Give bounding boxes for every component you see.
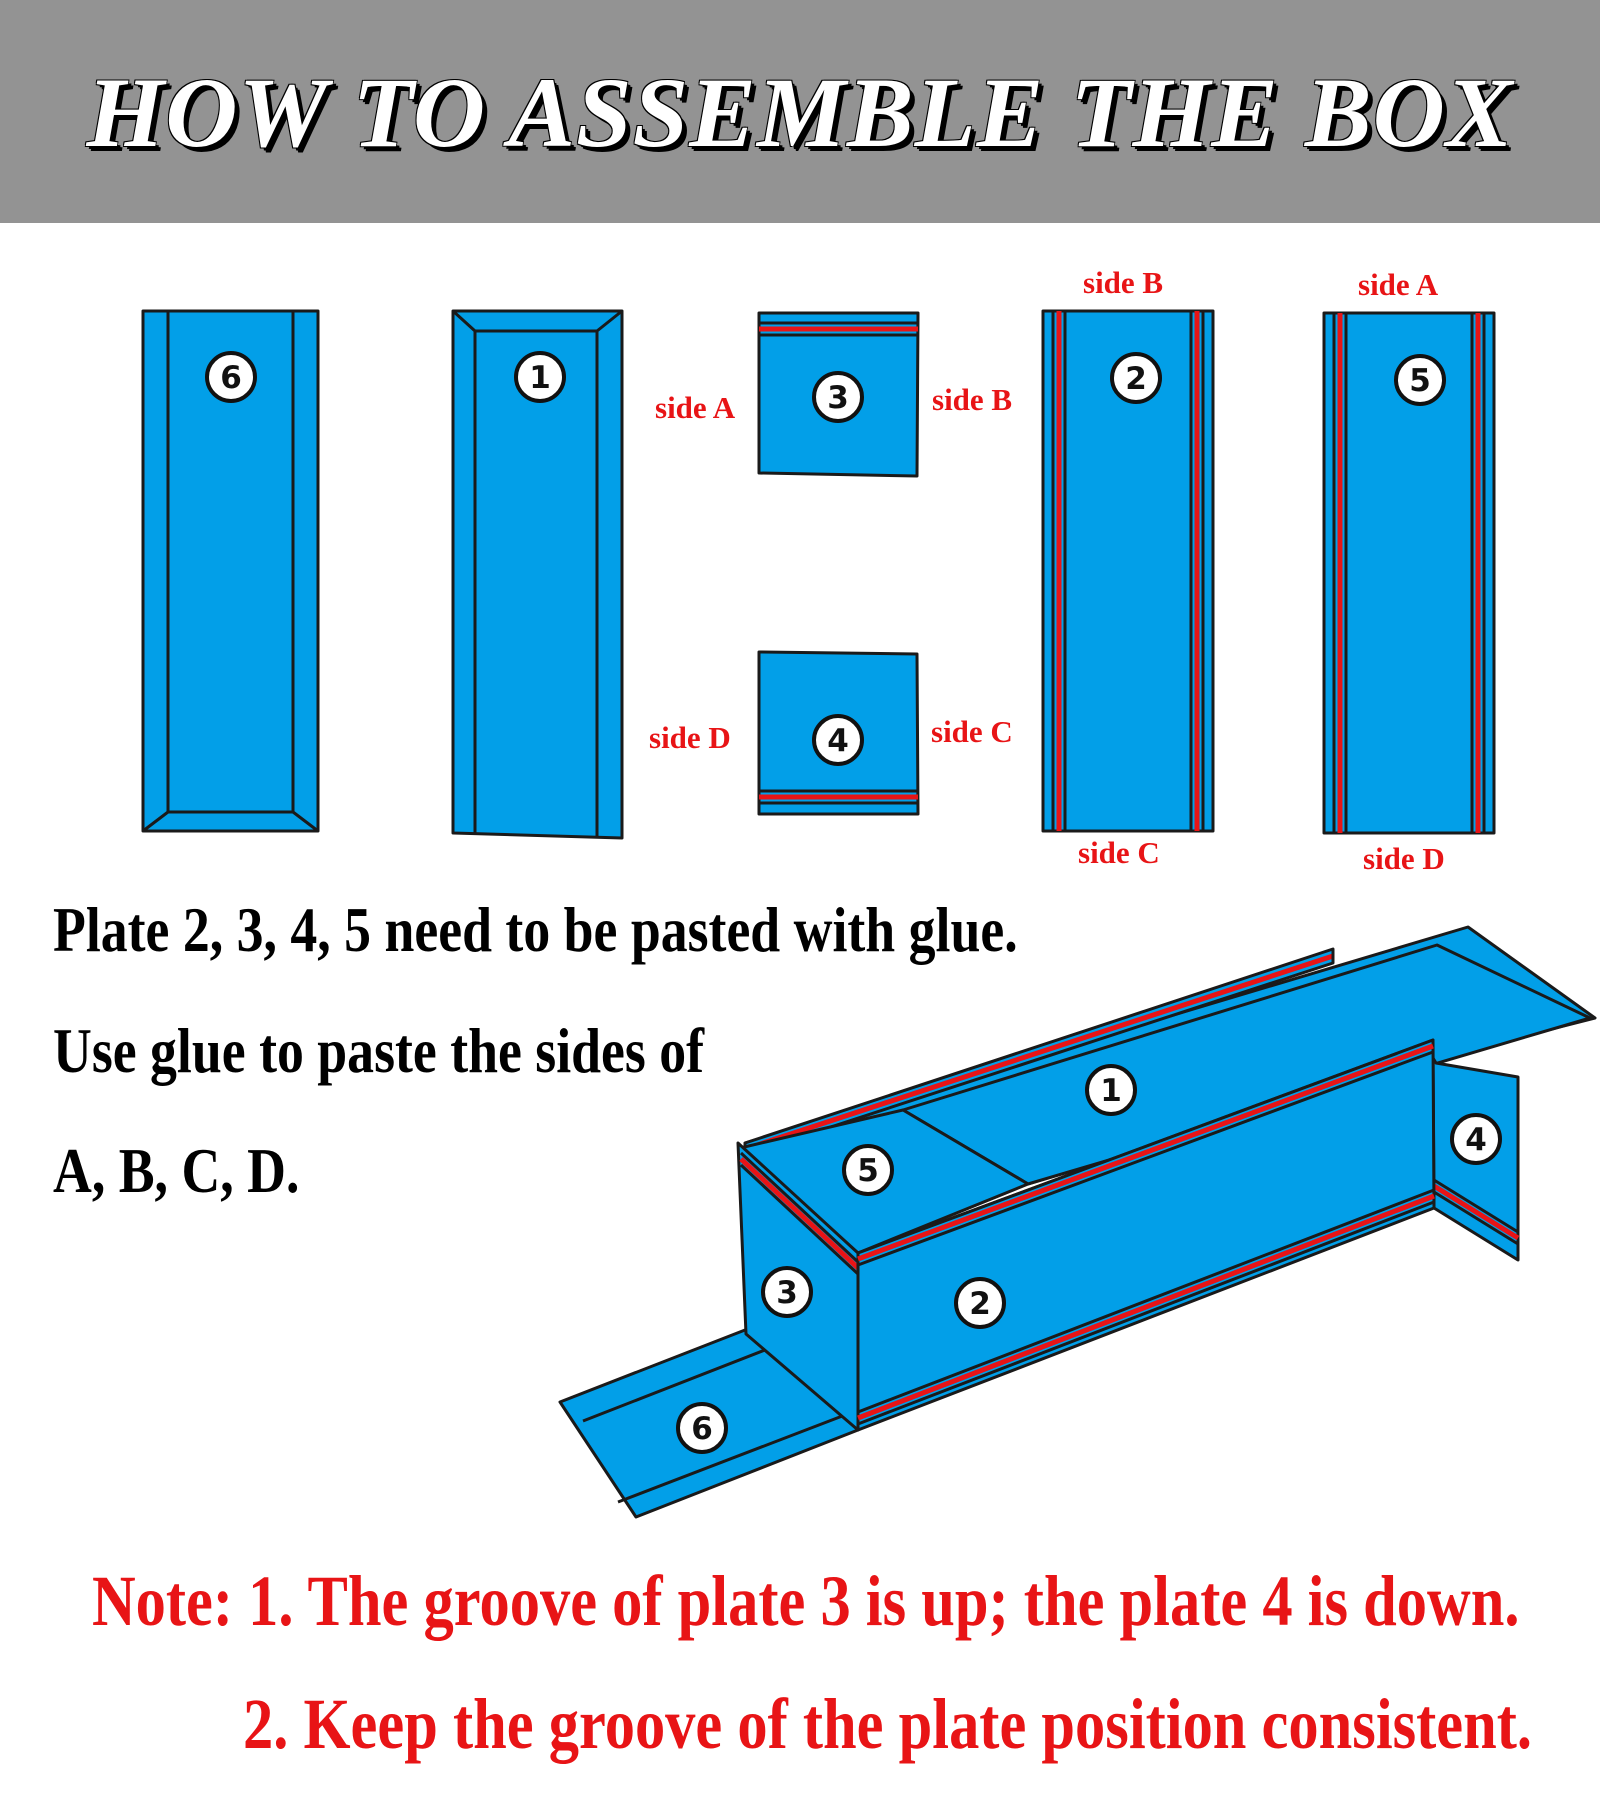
plate-5-flat-number bbox=[1396, 356, 1444, 404]
plate-1-assembled-number bbox=[1087, 1066, 1135, 1114]
instruction-line-3: A, B, C, D. bbox=[53, 1135, 300, 1206]
svg-text:1: 1 bbox=[1100, 1073, 1122, 1109]
plate-1-flat-number bbox=[516, 353, 564, 401]
plate-2-side-b-label: side B bbox=[1083, 265, 1164, 300]
plate-5-assembled-number bbox=[844, 1146, 892, 1194]
note-1: Note: 1. The groove of plate 3 is up; the plate 4 is down. bbox=[92, 1561, 1520, 1641]
svg-text:5: 5 bbox=[857, 1153, 879, 1189]
plate-4-assembled-number bbox=[1452, 1115, 1500, 1163]
svg-text:4: 4 bbox=[827, 723, 849, 759]
plate-2-assembled-number bbox=[956, 1279, 1004, 1327]
plate-4-side-c-label: side C bbox=[931, 714, 1013, 749]
plate-4-side-d-label: side D bbox=[649, 720, 731, 755]
plate-3-side-b-label: side B bbox=[932, 382, 1013, 417]
svg-text:6: 6 bbox=[691, 1411, 713, 1447]
instruction-line-1: Plate 2, 3, 4, 5 need to be pasted with glue. bbox=[53, 894, 1018, 965]
svg-text:4: 4 bbox=[1465, 1122, 1487, 1158]
svg-text:3: 3 bbox=[827, 380, 849, 416]
plate-2-flat-number bbox=[1112, 354, 1160, 402]
plate-2-side-c-label: side C bbox=[1078, 835, 1160, 870]
plate-5-side-a-label: side A bbox=[1358, 267, 1439, 302]
plate-3-assembled-number bbox=[763, 1268, 811, 1316]
plate-6-assembled-number bbox=[678, 1404, 726, 1452]
plate-3-side-a-label: side A bbox=[655, 390, 736, 425]
plate-5-side-d-label: side D bbox=[1363, 841, 1445, 876]
plate-6-flat-number bbox=[207, 353, 255, 401]
svg-text:2: 2 bbox=[1125, 361, 1147, 397]
instruction-line-2: Use glue to paste the sides of bbox=[53, 1015, 705, 1086]
svg-text:6: 6 bbox=[220, 360, 242, 396]
svg-text:3: 3 bbox=[776, 1275, 798, 1311]
page-title: HOW TO ASSEMBLE THE BOX bbox=[86, 57, 1514, 168]
svg-text:5: 5 bbox=[1409, 363, 1431, 399]
note-2: 2. Keep the groove of the plate position consistent. bbox=[243, 1684, 1533, 1764]
plate-4-flat-number bbox=[814, 716, 862, 764]
plate-3-flat-number bbox=[814, 373, 862, 421]
svg-text:2: 2 bbox=[969, 1286, 991, 1322]
svg-text:1: 1 bbox=[529, 360, 551, 396]
